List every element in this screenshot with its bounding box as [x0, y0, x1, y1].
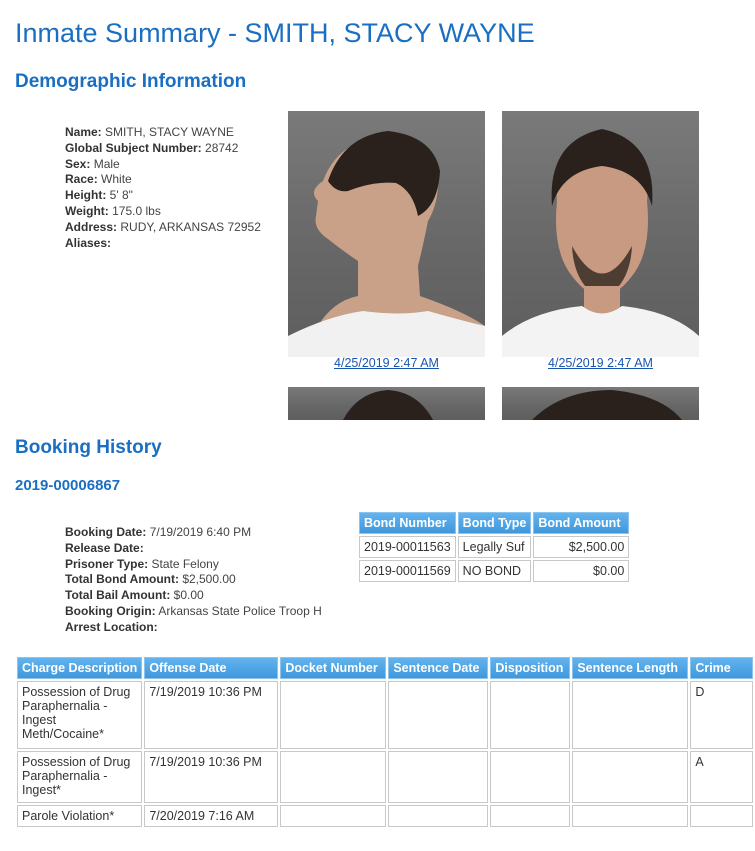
address-value: RUDY, ARKANSAS 72952: [120, 219, 261, 234]
charge-description-cell: Possession of Drug Paraphernalia - Ingest Meth/Cocaine*: [17, 681, 142, 749]
mugshot-profile-photo[interactable]: [288, 111, 485, 357]
docket-number-cell: [280, 751, 386, 803]
total-bond-row: Total Bond Amount: $2,500.00: [65, 572, 236, 587]
offense-date-cell: 7/20/2019 7:16 AM: [144, 805, 278, 827]
disposition-cell: [490, 681, 570, 749]
bond-number-header[interactable]: Bond Number: [359, 512, 456, 534]
offense-date-header[interactable]: Offense Date: [144, 657, 278, 679]
charges-table: [15, 655, 755, 829]
booking-history-heading: Booking History: [15, 437, 162, 458]
sex-value: Male: [93, 156, 120, 171]
docket-number-header[interactable]: Docket Number: [280, 657, 386, 679]
table-row: [359, 560, 629, 582]
prisoner-type-row: Prisoner Type: State Felony: [65, 556, 219, 571]
crime-class-cell: A: [690, 751, 753, 803]
bond-type-cell: NO BOND: [458, 560, 532, 582]
mugshot-front-date-link[interactable]: 4/25/2019 2:47 AM: [548, 356, 653, 370]
charge-description-cell: Parole Violation*: [17, 805, 142, 827]
sentence-length-cell: [572, 805, 688, 827]
bond-type-cell: Legally Suf: [458, 536, 532, 558]
sentence-date-cell: [388, 751, 488, 803]
address-row: Address: RUDY, ARKANSAS 72952: [65, 219, 261, 234]
disposition-cell: [490, 805, 570, 827]
arrest-location-row: Arrest Location:: [65, 619, 158, 634]
booking-origin-value: Arkansas State Police Troop H: [158, 603, 322, 618]
name-value: SMITH, STACY WAYNE: [105, 125, 234, 139]
sentence-date-header[interactable]: Sentence Date: [388, 657, 488, 679]
offense-date-cell: 7/19/2019 10:36 PM: [144, 681, 278, 749]
sex-row: Sex: Male: [65, 156, 120, 171]
table-row: [17, 751, 753, 803]
charges-table-header-row: [17, 657, 753, 679]
charges-table-container: [15, 655, 731, 845]
aliases-row: Aliases:: [65, 235, 112, 250]
mugshot-photo-3[interactable]: [288, 387, 485, 420]
booking-info: [65, 525, 322, 636]
crime-class-header[interactable]: Crime: [690, 657, 753, 679]
booking-date-value: 7/19/2019 6:40 PM: [149, 525, 252, 539]
sentence-length-cell: [572, 681, 688, 749]
bond-type-header[interactable]: Bond Type: [458, 512, 532, 534]
demographic-info: [65, 125, 261, 251]
total-bail-row: Total Bail Amount: $0.00: [65, 588, 204, 603]
booking-date-row: Booking Date: 7/19/2019 6:40 PM: [65, 525, 252, 539]
bond-table-header-row: [359, 512, 629, 534]
weight-value: 175.0 lbs: [112, 203, 161, 218]
name-row: Name: SMITH, STACY WAYNE: [65, 125, 234, 139]
table-row: [17, 805, 753, 827]
bond-amount-header[interactable]: Bond Amount: [533, 512, 629, 534]
mugshot-profile-date-link[interactable]: 4/25/2019 2:47 AM: [334, 356, 439, 370]
photo-hair-icon: [288, 387, 485, 420]
table-row: [359, 536, 629, 558]
bond-amount-cell: $0.00: [533, 560, 629, 582]
booking-origin-row: Booking Origin: Arkansas State Police Troop H: [65, 603, 322, 618]
booking-number: 2019-00006867: [15, 477, 121, 494]
demographic-heading: Demographic Information: [15, 71, 247, 92]
height-row: Height: 5' 8": [65, 188, 133, 203]
docket-number-cell: [280, 681, 386, 749]
table-row: [17, 681, 753, 749]
global-subject-number-value: 28742: [205, 140, 239, 155]
mugshot-photo-4[interactable]: [502, 387, 699, 420]
sentence-length-header[interactable]: Sentence Length: [572, 657, 688, 679]
bond-amount-cell: $2,500.00: [533, 536, 629, 558]
total-bail-value: $0.00: [173, 588, 204, 603]
release-date-row: Release Date:: [65, 540, 144, 555]
sentence-length-cell: [572, 751, 688, 803]
crime-class-cell: D: [690, 681, 753, 749]
weight-row: Weight: 175.0 lbs: [65, 203, 161, 218]
prisoner-type-value: State Felony: [151, 556, 219, 571]
bond-number-cell: 2019-00011569: [359, 560, 456, 582]
sentence-date-cell: [388, 805, 488, 827]
race-row: Race: White: [65, 172, 132, 187]
total-bond-value: $2,500.00: [182, 572, 236, 587]
race-value: White: [101, 172, 132, 187]
profile-silhouette-icon: [288, 111, 485, 357]
sentence-date-cell: [388, 681, 488, 749]
front-silhouette-icon: [502, 111, 699, 357]
photo-hair-icon: [502, 387, 699, 420]
docket-number-cell: [280, 805, 386, 827]
page-title: Inmate Summary - SMITH, STACY WAYNE: [15, 18, 535, 48]
global-subject-number-row: Global Subject Number: 28742: [65, 140, 239, 155]
offense-date-cell: 7/19/2019 10:36 PM: [144, 751, 278, 803]
bond-table: [357, 510, 631, 584]
disposition-header[interactable]: Disposition: [490, 657, 570, 679]
charge-description-cell: Possession of Drug Paraphernalia - Ingest*: [17, 751, 142, 803]
disposition-cell: [490, 751, 570, 803]
mugshot-front-photo[interactable]: [502, 111, 699, 357]
charge-description-header[interactable]: Charge Description: [17, 657, 142, 679]
height-value: 5' 8": [109, 188, 133, 203]
bond-number-cell: 2019-00011563: [359, 536, 456, 558]
crime-class-cell: [690, 805, 753, 827]
